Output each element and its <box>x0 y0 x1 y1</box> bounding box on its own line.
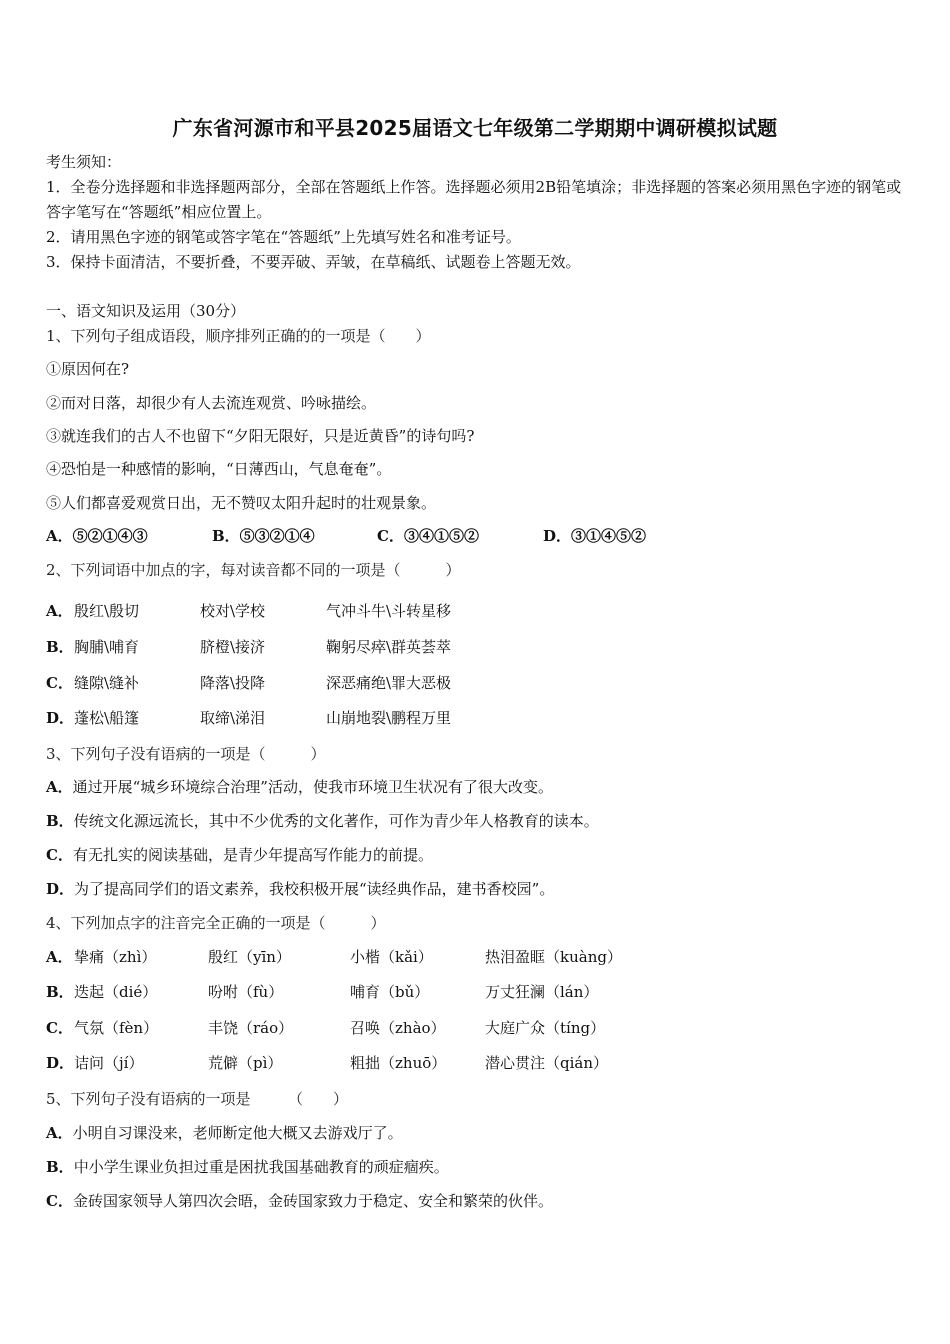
q4-option-cell: 迭起（dié） <box>74 983 158 1001</box>
option-text: 为了提高同学们的语文素养，我校积极开展“读经典作品，建书香校园”。 <box>74 880 555 898</box>
q4-option-label: B． <box>46 983 74 1001</box>
q4-option-cell: 气氛（fèn） <box>74 1019 159 1037</box>
q4-option-cell: 诘问（jí） <box>74 1054 144 1072</box>
q2-option-cell: 缝隙\缝补 <box>74 674 140 692</box>
q2-option-label: B． <box>46 638 74 656</box>
q4-option-cell: 哺育（bǔ） <box>350 983 430 1001</box>
option-text: 金砖国家领导人第四次会晤，金砖国家致力于稳定、安全和繁荣的伙伴。 <box>72 1192 553 1210</box>
q3-option-d <box>46 879 554 899</box>
q4-option-cell: 丰饶（ráo） <box>208 1019 294 1037</box>
q2-option-cell: 深恶痛绝\罪大恶极 <box>326 674 452 692</box>
notice-item-3: 3．保持卡面清洁，不要折叠，不要弄破、弄皱，在草稿纸、试题卷上答题无效。 <box>46 253 581 271</box>
q5-option-a <box>46 1123 403 1143</box>
q3-option-a <box>46 777 553 797</box>
q2-option-cell: 取缔\涕泪 <box>200 709 266 727</box>
q2-option-cell: 校对\学校 <box>200 602 266 620</box>
option-letter: A． <box>46 778 73 796</box>
q2-option-cell: 胸脯\哺育 <box>74 638 140 656</box>
option-letter: D． <box>46 880 75 898</box>
q4-option-cell: 万丈狂澜（lán） <box>485 983 599 1001</box>
question-4-stem: 4、下列加点字的注音完全正确的一项是（ ） <box>46 914 386 932</box>
notice-item-1: 1．全卷分选择题和非选择题两部分，全部在答题纸上作答。选择题必须用2B铅笔填涂；非选择题的答案必须用黑色字迹的钢笔或答字笔写在“答题纸”相应位置上。 <box>46 178 902 221</box>
q1-sentence-2: ②而对日落，却很少有人去流连观赏、吟咏描绘。 <box>46 394 377 412</box>
q2-option-cell: 鞠躬尽瘁\群英荟萃 <box>326 638 452 656</box>
notice-item-2: 2．请用黑色字迹的钢笔或答字笔在“答题纸”上先填写姓名和准考证号。 <box>46 228 521 246</box>
q5-option-b <box>46 1157 449 1177</box>
question-2-stem: 2、下列词语中加点的字，每对读音都不同的一项是（ ） <box>46 561 461 579</box>
q2-option-cell: 山崩地裂\鹏程万里 <box>326 709 452 727</box>
q2-option-cell: 蓬松\船篷 <box>74 709 140 727</box>
q4-option-cell: 小楷（kǎi） <box>350 948 433 966</box>
q4-option-cell: 粗拙（zhuō） <box>350 1054 447 1072</box>
option-text: 有无扎实的阅读基础，是青少年提高写作能力的前提。 <box>72 846 433 864</box>
q1-option-b: B．⑤③②①④ <box>212 527 315 545</box>
q4-option-cell: 热泪盈眶（kuàng） <box>485 948 622 966</box>
q4-option-cell: 大庭广众（tíng） <box>485 1019 606 1037</box>
q1-sentence-3: ③就连我们的古人不也留下“夕阳无限好，只是近黄昏”的诗句吗? <box>46 427 475 445</box>
option-text: 传统文化源远流长，其中不少优秀的文化著作，可作为青少年人格教育的读本。 <box>73 812 599 830</box>
option-letter: C． <box>46 1192 73 1210</box>
q1-option-d: D．③①④⑤② <box>543 527 647 545</box>
notice-heading: 考生须知： <box>46 153 122 171</box>
option-letter: B． <box>46 812 74 830</box>
question-3-stem: 3、下列句子没有语病的一项是（ ） <box>46 745 326 763</box>
q1-sentence-5: ⑤人们都喜爱观赏日出，无不赞叹太阳升起时的壮观景象。 <box>46 494 437 512</box>
q4-option-label: C． <box>46 1019 73 1037</box>
q4-option-cell: 荒僻（pì） <box>208 1054 283 1072</box>
q4-option-cell: 召唤（zhào） <box>350 1019 446 1037</box>
q2-option-cell: 殷红\殷切 <box>74 602 140 620</box>
option-text: 中小学生课业负担过重是困扰我国基础教育的顽症痼疾。 <box>73 1158 449 1176</box>
q3-option-b <box>46 811 599 831</box>
q4-option-cell: 吩咐（fù） <box>208 983 284 1001</box>
option-letter: A． <box>46 1124 73 1142</box>
q2-option-cell: 气冲斗牛\斗转星移 <box>326 602 452 620</box>
option-letter: B． <box>46 1158 74 1176</box>
q1-option-c: C．③④①⑤② <box>377 527 479 545</box>
q4-option-cell: 挚痛（zhì） <box>74 948 157 966</box>
q1-sentence-4: ④恐怕是一种感情的影响，“日薄西山，气息奄奄”。 <box>46 460 392 478</box>
q4-option-label: D． <box>46 1054 75 1072</box>
section-heading: 一、语文知识及运用（30分） <box>46 302 246 320</box>
q2-option-label: D． <box>46 709 75 727</box>
q4-option-cell: 潜心贯注（qián） <box>485 1054 609 1072</box>
q1-sentence-1: ①原因何在? <box>46 360 130 378</box>
question-5-stem: 5、下列句子没有语病的一项是 （ ） <box>46 1090 349 1108</box>
option-text: 通过开展“城乡环境综合治理”活动，使我市环境卫生状况有了很大改变。 <box>72 778 553 796</box>
q5-option-c <box>46 1191 553 1211</box>
q2-option-cell: 降落\投降 <box>200 674 266 692</box>
q1-option-a: A．⑤②①④③ <box>46 527 148 545</box>
q2-option-cell: 脐橙\接济 <box>200 638 266 656</box>
option-text: 小明自习课没来，老师断定他大概又去游戏厅了。 <box>72 1124 403 1142</box>
question-1-stem: 1、下列句子组成语段，顺序排列正确的的一项是（ ） <box>46 327 431 345</box>
q4-option-label: A． <box>46 948 73 966</box>
q3-option-c <box>46 845 433 865</box>
q4-option-cell: 殷红（yīn） <box>208 948 291 966</box>
option-letter: C． <box>46 846 73 864</box>
q2-option-label: A． <box>46 602 73 620</box>
page-title: 广东省河源市和平县2025届语文七年级第二学期期中调研模拟试题 <box>172 116 778 140</box>
q2-option-label: C． <box>46 674 73 692</box>
